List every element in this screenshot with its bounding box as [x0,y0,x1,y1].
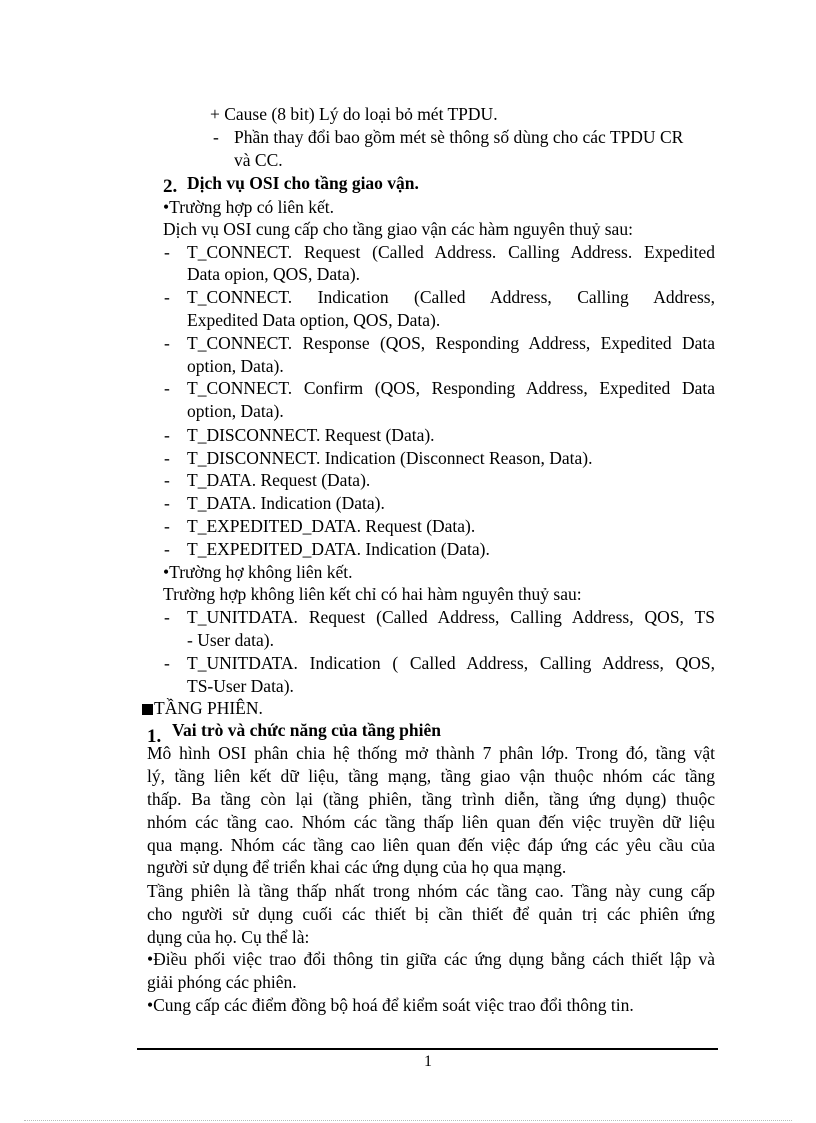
subsection-heading: Vai trò và chức năng của tầng phiên [172,720,441,740]
list-dash: - [164,516,170,536]
session-bullet-1-cont: giải phóng các phiên. [147,972,297,992]
connectionless-intro: Trường hợp không liên kết chỉ có hai hàm nguyên thuỷ sau: [163,584,582,604]
list-dash: - [164,607,170,627]
paragraph-line: cho người sử dụng cuối các thiết bị cần thiết để quản trị các phiên ứng [147,904,715,924]
page-bottom-border [24,1120,792,1121]
session-bullet-1: •Điều phối việc trao đổi thông tin giữa các ứng dụng bằng cách thiết lập và [147,949,715,969]
connected-intro: Dịch vụ OSI cung cấp cho tầng giao vận các hàm nguyên thuỷ sau: [163,219,633,239]
list-item: T_CONNECT. Request (Called Address. Calling Address. Expedited [187,242,715,262]
section-heading: Dịch vụ OSI cho tầng giao vận. [187,173,419,193]
session-bullet-2: •Cung cấp các điểm đồng bộ hoá để kiểm soát việc trao đổi thông tin. [147,995,634,1015]
list-dash: - [164,425,170,445]
list-item-cont: TS-User Data). [187,676,294,696]
list-item: T_DATA. Indication (Data). [187,493,385,513]
list-item-cont: option, Data). [187,401,284,421]
list-dash: - [164,653,170,673]
square-bullet-icon [142,704,153,715]
list-item-cont: - User data). [187,630,274,650]
list-dash: - [164,539,170,559]
list-dash: - [164,493,170,513]
list-item: T_DISCONNECT. Indication (Disconnect Reason, Data). [187,448,593,468]
paragraph-line: người sử dụng để triển khai các ứng dụng của họ qua mạng. [147,857,567,877]
variable-part-line-2: và CC. [234,150,283,170]
list-dash: - [164,242,170,262]
session-title: TẦNG PHIÊN. [154,698,263,718]
list-item: T_CONNECT. Response (QOS, Responding Address, Expedited Data [187,333,715,353]
subsection-number: 1. [147,726,162,747]
variable-part-line-1: Phần thay đổi bao gồm mét sè thông số dùng cho các TPDU CR [234,127,684,147]
footer-rule [137,1048,718,1050]
list-item: T_UNITDATA. Request (Called Address, Calling Address, QOS, TS [187,607,715,627]
list-item: T_CONNECT. Indication (Called Address, Calling Address, [187,287,715,307]
session-title-line [142,697,263,719]
list-dash: - [164,470,170,490]
list-dash: - [164,333,170,353]
list-item: T_DISCONNECT. Request (Data). [187,425,435,445]
list-item: T_DATA. Request (Data). [187,470,371,490]
paragraph-line: dụng của họ. Cụ thể là: [147,927,310,947]
list-item-cont: Data opion, QOS, Data). [187,264,361,284]
connected-title: •Trường hợp có liên kết. [163,197,335,217]
list-dash: - [164,287,170,307]
paragraph-line: qua mạng. Nhóm các tầng cao liên quan đến việc đáp ứng các yêu cầu của [147,835,715,855]
list-item: T_UNITDATA. Indication ( Called Address, Calling Address, QOS, [187,653,715,673]
paragraph-line: Tầng phiên là tầng thấp nhất trong nhóm các tầng cao. Tầng này cung cấp [147,881,715,901]
paragraph-line: nhóm các tầng cao. Nhóm các tầng thấp liên quan đến việc truyền dữ liệu [147,812,715,832]
list-dash: - [164,378,170,398]
page-number: 1 [424,1053,432,1070]
list-item-cont: Expedited Data option, QOS, Data). [187,310,441,330]
paragraph-line: lý, tầng liên kết dữ liệu, tầng mạng, tầng giao vận thuộc nhóm các tầng [147,766,715,786]
list-dash: - [164,448,170,468]
list-item-cont: option, Data). [187,356,284,376]
paragraph-line: Mô hình OSI phân chia hệ thống mở thành 7 phân lớp. Trong đó, tầng vật [147,743,715,763]
list-item: T_EXPEDITED_DATA. Indication (Data). [187,539,490,559]
paragraph-line: thấp. Ba tầng còn lại (tầng phiên, tầng trình diễn, tầng ứng dụng) thuộc [147,789,715,809]
list-dash: - [213,127,219,147]
list-item: T_EXPEDITED_DATA. Request (Data). [187,516,476,536]
list-item: T_CONNECT. Confirm (QOS, Responding Address, Expedited Data [187,378,715,398]
cause-line: + Cause (8 bit) Lý do loại bỏ mét TPDU. [210,104,498,124]
section-number: 2. [163,176,178,197]
connectionless-title: •Trường hợ không liên kết. [163,562,353,582]
